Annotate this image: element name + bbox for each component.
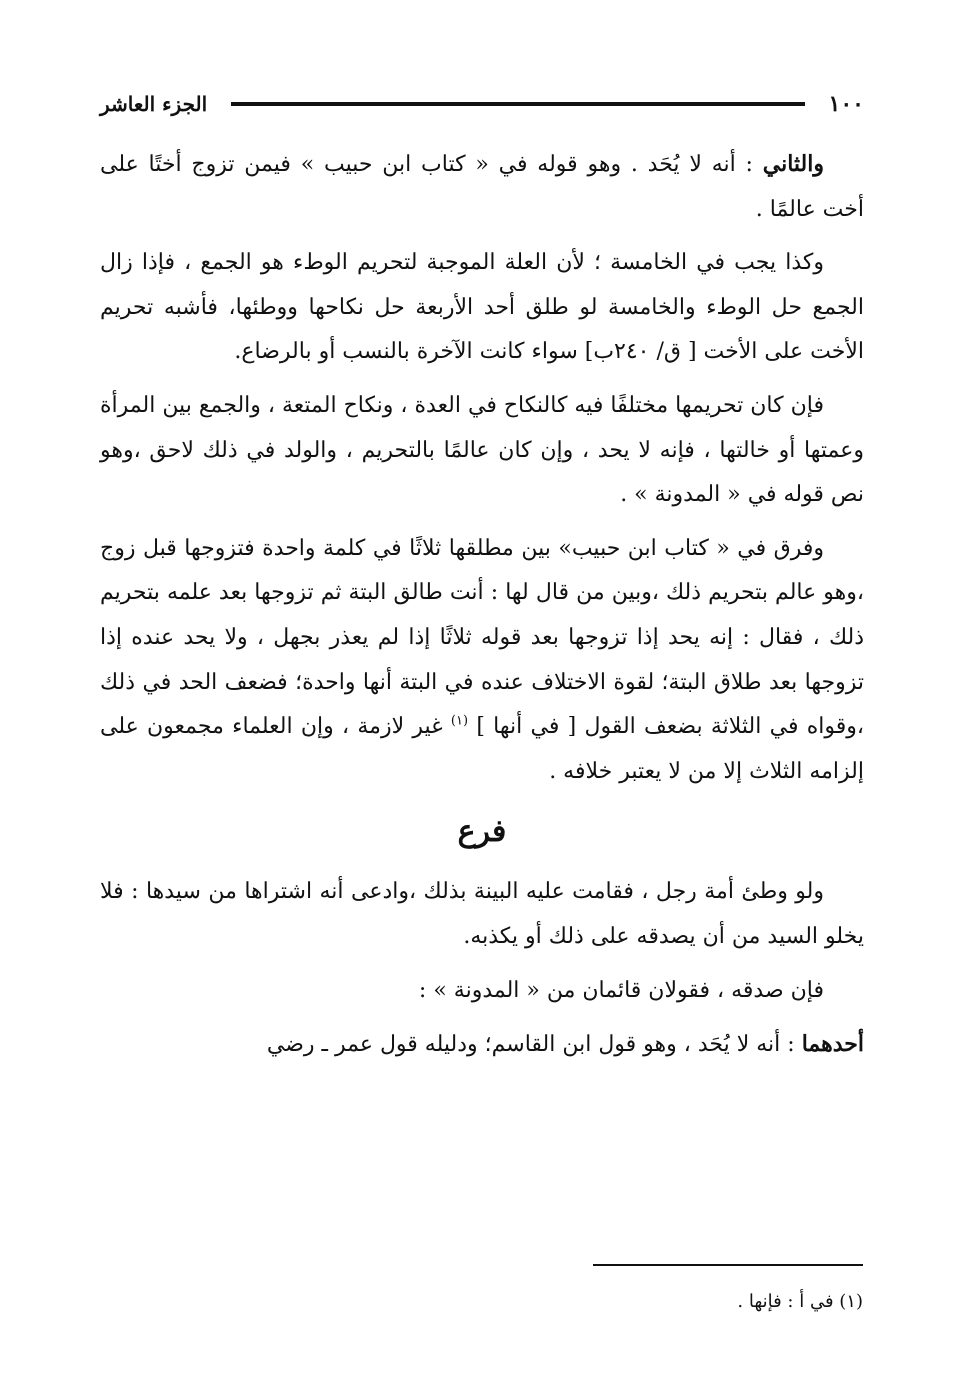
- part-title: الجزء العاشر: [100, 92, 208, 116]
- paragraph-7: [100, 1022, 864, 1068]
- paragraph-4: [100, 527, 864, 795]
- footnote-separator: [593, 1264, 863, 1266]
- paragraph-text: وفرق في « كتاب ابن حبيب» بين مطلقها ثلاثًا في كلمة واحدة فتزوجها قبل زوج ،وهو عالم بتحريم ذلك ،وبين من قال لها : أنت طالق البتة ثم تزوجها بعد علمه بتحريم ذلك ، فقال : إنه يحد إذا تزوجها بعد قوله ثلاثًا إذا لم يعذر بجهل ، ولا يحد عنده إذا تزوجها بعد طلاق البتة؛ لقوة الاختلاف عنده في البتة أنها واحدة؛ فضعف الحد في ذلك ،وقواه في الثلاثة بضعف القول [ في أنها ]: [100, 535, 864, 740]
- main-text: [100, 142, 864, 1077]
- paragraph-lead: أحدهما: [801, 1031, 864, 1058]
- paragraph-text: : أنه لا يُحَد ، وهو قول ابن القاسم؛ ودليله قول عمر ـ رضي: [266, 1032, 802, 1058]
- paragraph-text: غير لازمة ، وإن العلماء مجمعون على إلزامه الثلاث إلا من لا يعتبر خلافه .: [100, 714, 864, 784]
- footnote-reference: (١): [450, 713, 469, 729]
- paragraph-text: : أنه لا يُحَد . وهو قوله في « كتاب ابن حبيب » فيمن تزوج أختًا على أخت عالمًا .: [100, 152, 864, 222]
- header-rule: [231, 102, 804, 106]
- paragraph-lead: والثاني: [762, 151, 824, 177]
- section-heading: فرع: [457, 814, 507, 850]
- paragraph-3: فإن كان تحريمها مختلفًا فيه كالنكاح في العدة ، ونكاح المتعة ، والجمع بين المرأة وعمتها أو خالتها ، فإنه لا يحد ، وإن كان عالمًا بالتحريم ، والولد في ذلك لاحق ،وهو نص قوله في « المدونة » .: [100, 392, 864, 508]
- paragraph-5: ولو وطئ أمة رجل ، فقامت عليه البينة بذلك ،وادعى أنه اشتراها من سيدها : فلا يخلو السيد من أن يصدقه على ذلك أو يكذبه.: [100, 879, 864, 949]
- paragraph-6: فإن صدقه ، فقولان قائمان من « المدونة » :: [418, 977, 824, 1003]
- page-number: ١٠٠: [828, 91, 864, 117]
- footnote: (١) في أ : فإنها .: [737, 1291, 863, 1312]
- paragraph-2: وكذا يجب في الخامسة ؛ لأن العلة الموجبة لتحريم الوطء هو الجمع ، فإذا زال الجمع حل الوطء والخامسة لو طلق أحد الأربعة حل نكاحها ووطئها، فأشبه تحريم الأخت على الأخت [ ق/ ٢٤٠ب] سواء كانت الآخرة بالنسب أو بالرضاع.: [100, 250, 864, 365]
- page-header: [100, 84, 864, 124]
- paragraph-1: [100, 142, 864, 232]
